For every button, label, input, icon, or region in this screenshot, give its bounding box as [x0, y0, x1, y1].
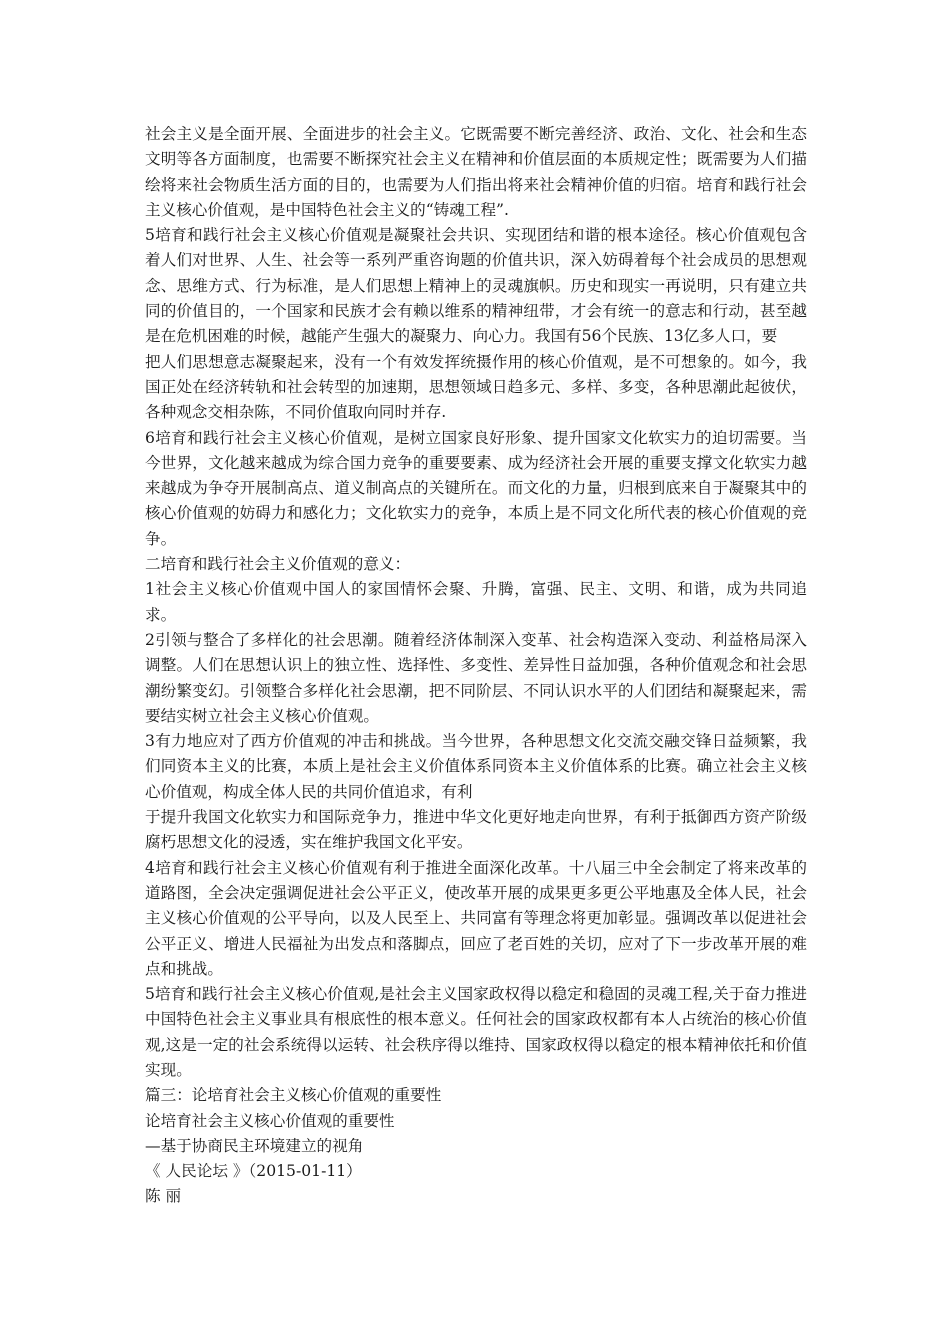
section-heading: 二培育和践行社会主义价值观的意义： [145, 555, 411, 574]
paragraph: 4培育和践行社会主义核心价值观有利于推进全面深化改革。十八届三中全会制定了将来改革的道路图，全会决定强调促进社会公平正义，使改革开展的成果更多更公平地惠及全体人民，社会主义核心价值观的公平导向，以及人民至上、共同富有等理念将更加彰显。强调改革以促进社会公平正义、增进人民福祉为出发点和落脚点，回应了老百姓的关切，应对了下一步改革开展的难点和挑战。 [145, 858, 807, 978]
article-title: 论培育社会主义核心价值观的重要性 [145, 1111, 395, 1130]
document-body [145, 122, 807, 1210]
paragraph: 2引领与整合了多样化的社会思潮。随着经济体制深入变革、社会构造深入变动、利益格局深入调整。人们在思想认识上的独立性、选择性、多变性、差异性日益加强，各种价值观念和社会思潮纷繁变幻。引领整合多样化社会思潮，把不同阶层、不同认识水平的人们团结和凝聚起来，需要结实树立社会主义核心价值观。 [145, 630, 807, 725]
article-source: 《 人民论坛 》（2015-01-11） [145, 1162, 362, 1181]
paragraph: 5培育和践行社会主义核心价值观,是社会主义国家政权得以稳定和稳固的灵魂工程,关于奋力推进中国特色社会主义事业具有根底性的根本意义。任何社会的国家政权都有本人占统治的核心价值观,这是一定的社会系统得以运转、社会秩序得以维持、国家政权得以稳定的根本精神依托和价值实现。 [145, 985, 807, 1079]
article-author: 陈 丽 [145, 1187, 182, 1206]
paragraph: 3有力地应对了西方价值观的冲击和挑战。当今世界，各种思想文化交流交融交锋日益频繁，我们同资本主义的比赛，本质上是社会主义价值体系同资本主义价值体系的比赛。确立社会主义核心价值观，构成全体人民的共同价值追求，有利 [145, 732, 807, 801]
paragraph: 于提升我国文化软实力和国际竞争力，推进中华文化更好地走向世界，有利于抵御西方资产阶级腐朽思想文化的浸透，实在维护我国文化平安。 [145, 808, 807, 852]
paragraph: 社会主义是全面开展、全面进步的社会主义。它既需要不断完善经济、政治、文化、社会和生态文明等各方面制度，也需要不断探究社会主义在精神和价值层面的本质规定性；既需要为人们描绘将来社会物质生活方面的目的，也需要为人们指出将来社会精神价值的归宿。培育和践行社会主义核心价值观，是中国特色社会主义的“铸魂工程”. [145, 125, 807, 219]
paragraph: 5培育和践行社会主义核心价值观是凝聚社会共识、实现团结和谐的根本途径。核心价值观包含着人们对世界、人生、社会等一系列严重咨询题的价值共识，深入妨碍着每个社会成员的思想观念、思维方式、行为标准，是人们思想上精神上的灵魂旗帜。历史和现实一再说明，只有建立共同的价值目的，一个国家和民族才会有赖以维系的精神纽带，才会有统一的意志和行动，甚至越是在危机困难的时候，越能产生强大的凝聚力、向心力。我国有56个民族、13亿多人口，要 [145, 226, 807, 346]
article-subtitle: —基于协商民主环境建立的视角 [145, 1136, 364, 1155]
paragraph: 1社会主义核心价值观中国人的家国情怀会聚、升腾，富强、民主、文明、和谐，成为共同追求。 [145, 580, 807, 624]
paragraph: 把人们思想意志凝聚起来，没有一个有效发挥统摄作用的核心价值观，是不可想象的。如今，我国正处在经济转轨和社会转型的加速期，思想领域日趋多元、多样、多变，各种思潮此起彼伏，各种观念交相杂陈，不同价值取向同时并存. [145, 352, 807, 422]
paragraph: 6培育和践行社会主义核心价值观，是树立国家良好形象、提升国家文化软实力的迫切需要。当今世界，文化越来越成为综合国力竞争的重要要素、成为经济社会开展的重要支撑文化软实力越来越成为争夺开展制高点、道义制高点的关键所在。而文化的力量，归根到底来自于凝聚其中的核心价值观的妨碍力和感化力；文化软实力的竞争，本质上是不同文化所代表的核心价值观的竞争。 [145, 428, 807, 548]
article-heading: 篇三：论培育社会主义核心价值观的重要性 [145, 1086, 442, 1105]
